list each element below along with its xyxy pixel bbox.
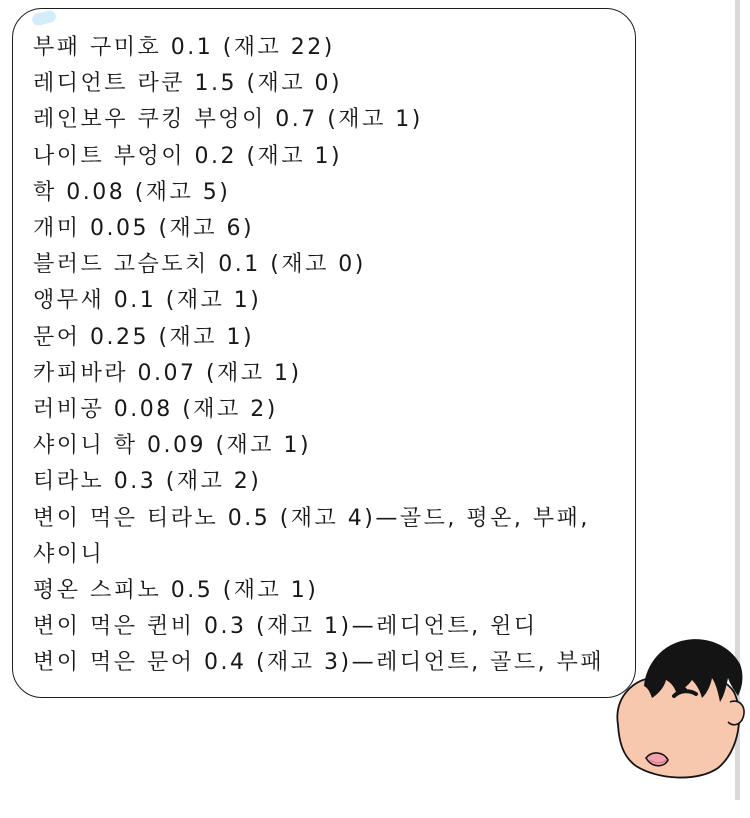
ear-shape (728, 701, 744, 725)
note-line: 러비공 0.08 (재고 2) (33, 397, 278, 423)
note-line: 변이 먹은 티라노 0.5 (재고 4)—골드, 평온, 부패, 샤이니 (33, 505, 590, 567)
note-list (33, 30, 628, 682)
note-line: 블러드 고슴도치 0.1 (재고 0) (33, 252, 366, 278)
note-line: 평온 스피노 0.5 (재고 1) (33, 578, 319, 604)
eye (681, 687, 687, 693)
note-line: 변이 먹은 문어 0.4 (재고 3)—레디언트, 골드, 부패 (33, 650, 605, 676)
note-line: 변이 먹은 퀸비 0.3 (재고 1)—레디언트, 윈디 (33, 614, 538, 640)
cartoon-boy-face-icon (610, 630, 750, 780)
note-line: 나이트 부엉이 0.2 (재고 1) (33, 143, 343, 169)
note-line: 카피바라 0.07 (재고 1) (33, 360, 302, 386)
note-line: 티라노 0.3 (재고 2) (33, 469, 262, 495)
note-line: 개미 0.05 (재고 6) (33, 216, 255, 242)
note-line: 문어 0.25 (재고 1) (33, 324, 255, 350)
note-line: 레디언트 라쿤 1.5 (재고 0) (33, 71, 343, 97)
note-line: 레인보우 쿠킹 부엉이 0.7 (재고 1) (33, 107, 423, 133)
note-line: 샤이니 학 0.09 (재고 1) (33, 433, 312, 459)
note-line: 부패 구미호 0.1 (재고 22) (33, 35, 335, 60)
note-line: 학 0.08 (재고 5) (33, 179, 231, 205)
note-line: 앵무새 0.1 (재고 1) (33, 288, 262, 314)
